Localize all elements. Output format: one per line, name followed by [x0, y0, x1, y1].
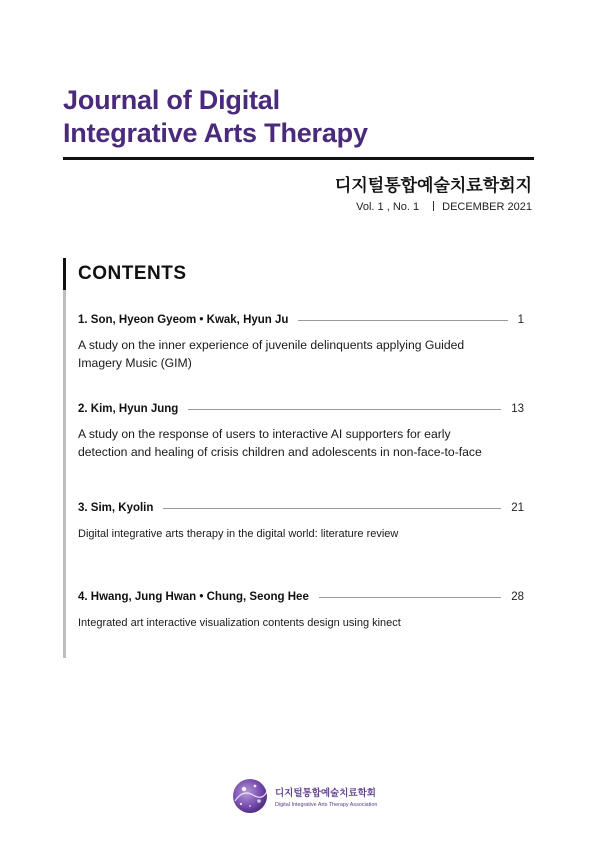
toc-entry[interactable]: [78, 500, 524, 543]
toc-entry-authors: 4. Hwang, Jung Hwan • Chung, Seong Hee: [78, 591, 309, 603]
title-rule: [63, 157, 534, 160]
toc-page-number: 28: [511, 591, 524, 603]
contents-heading: CONTENTS: [78, 263, 187, 284]
association-logo: [231, 777, 377, 815]
association-emblem-icon: [231, 777, 269, 815]
issue-divider: [433, 201, 434, 211]
journal-title: [63, 84, 368, 150]
journal-title-line2: Integrative Arts Therapy: [63, 118, 368, 148]
toc-entry-title: A study on the inner experience of juvenile delinquents applying Guided Imagery Music (GIM): [78, 338, 465, 370]
logo-korean-name: 디지털통합예술치료학회: [275, 787, 376, 799]
toc-leader-line: [163, 508, 501, 509]
toc-entry-authors: 2. Kim, Hyun Jung: [78, 403, 179, 415]
toc-leader-line: [319, 597, 501, 598]
toc-entry-authors: 3. Sim, Kyolin: [78, 502, 154, 514]
contents-accent-bar: [63, 258, 66, 290]
journal-title-line1: Journal of Digital: [63, 85, 280, 115]
toc-entry-title: Digital integrative arts therapy in the digital world: literature review: [78, 528, 399, 540]
toc-leader-line: [298, 320, 507, 321]
volume-number: Vol. 1 , No. 1: [356, 201, 420, 213]
toc-page-number: 13: [511, 403, 524, 415]
toc-page-number: 1: [517, 314, 524, 326]
korean-title: 디지털통합예술치료학회지: [334, 176, 532, 196]
toc-entry[interactable]: [78, 401, 524, 461]
contents-side-rule: [63, 290, 66, 658]
toc-entry-authors: 1. Son, Hyeon Gyeom • Kwak, Hyun Ju: [78, 314, 289, 326]
toc-entry-title: A study on the response of users to interactive AI supporters for early detection and healing of crisis children and adolescents in non-face-to-face: [78, 427, 482, 459]
toc-entry[interactable]: [78, 312, 524, 372]
issue-date: DECEMBER 2021: [442, 201, 532, 213]
toc-entry-title: Integrated art interactive visualization contents design using kinect: [78, 617, 401, 629]
logo-english-name: Digital Integrative Arts Therapy Association: [275, 801, 378, 808]
issue-info: [356, 201, 532, 213]
toc-entry[interactable]: [78, 589, 524, 632]
toc-page-number: 21: [511, 502, 524, 514]
toc-leader-line: [188, 409, 501, 410]
